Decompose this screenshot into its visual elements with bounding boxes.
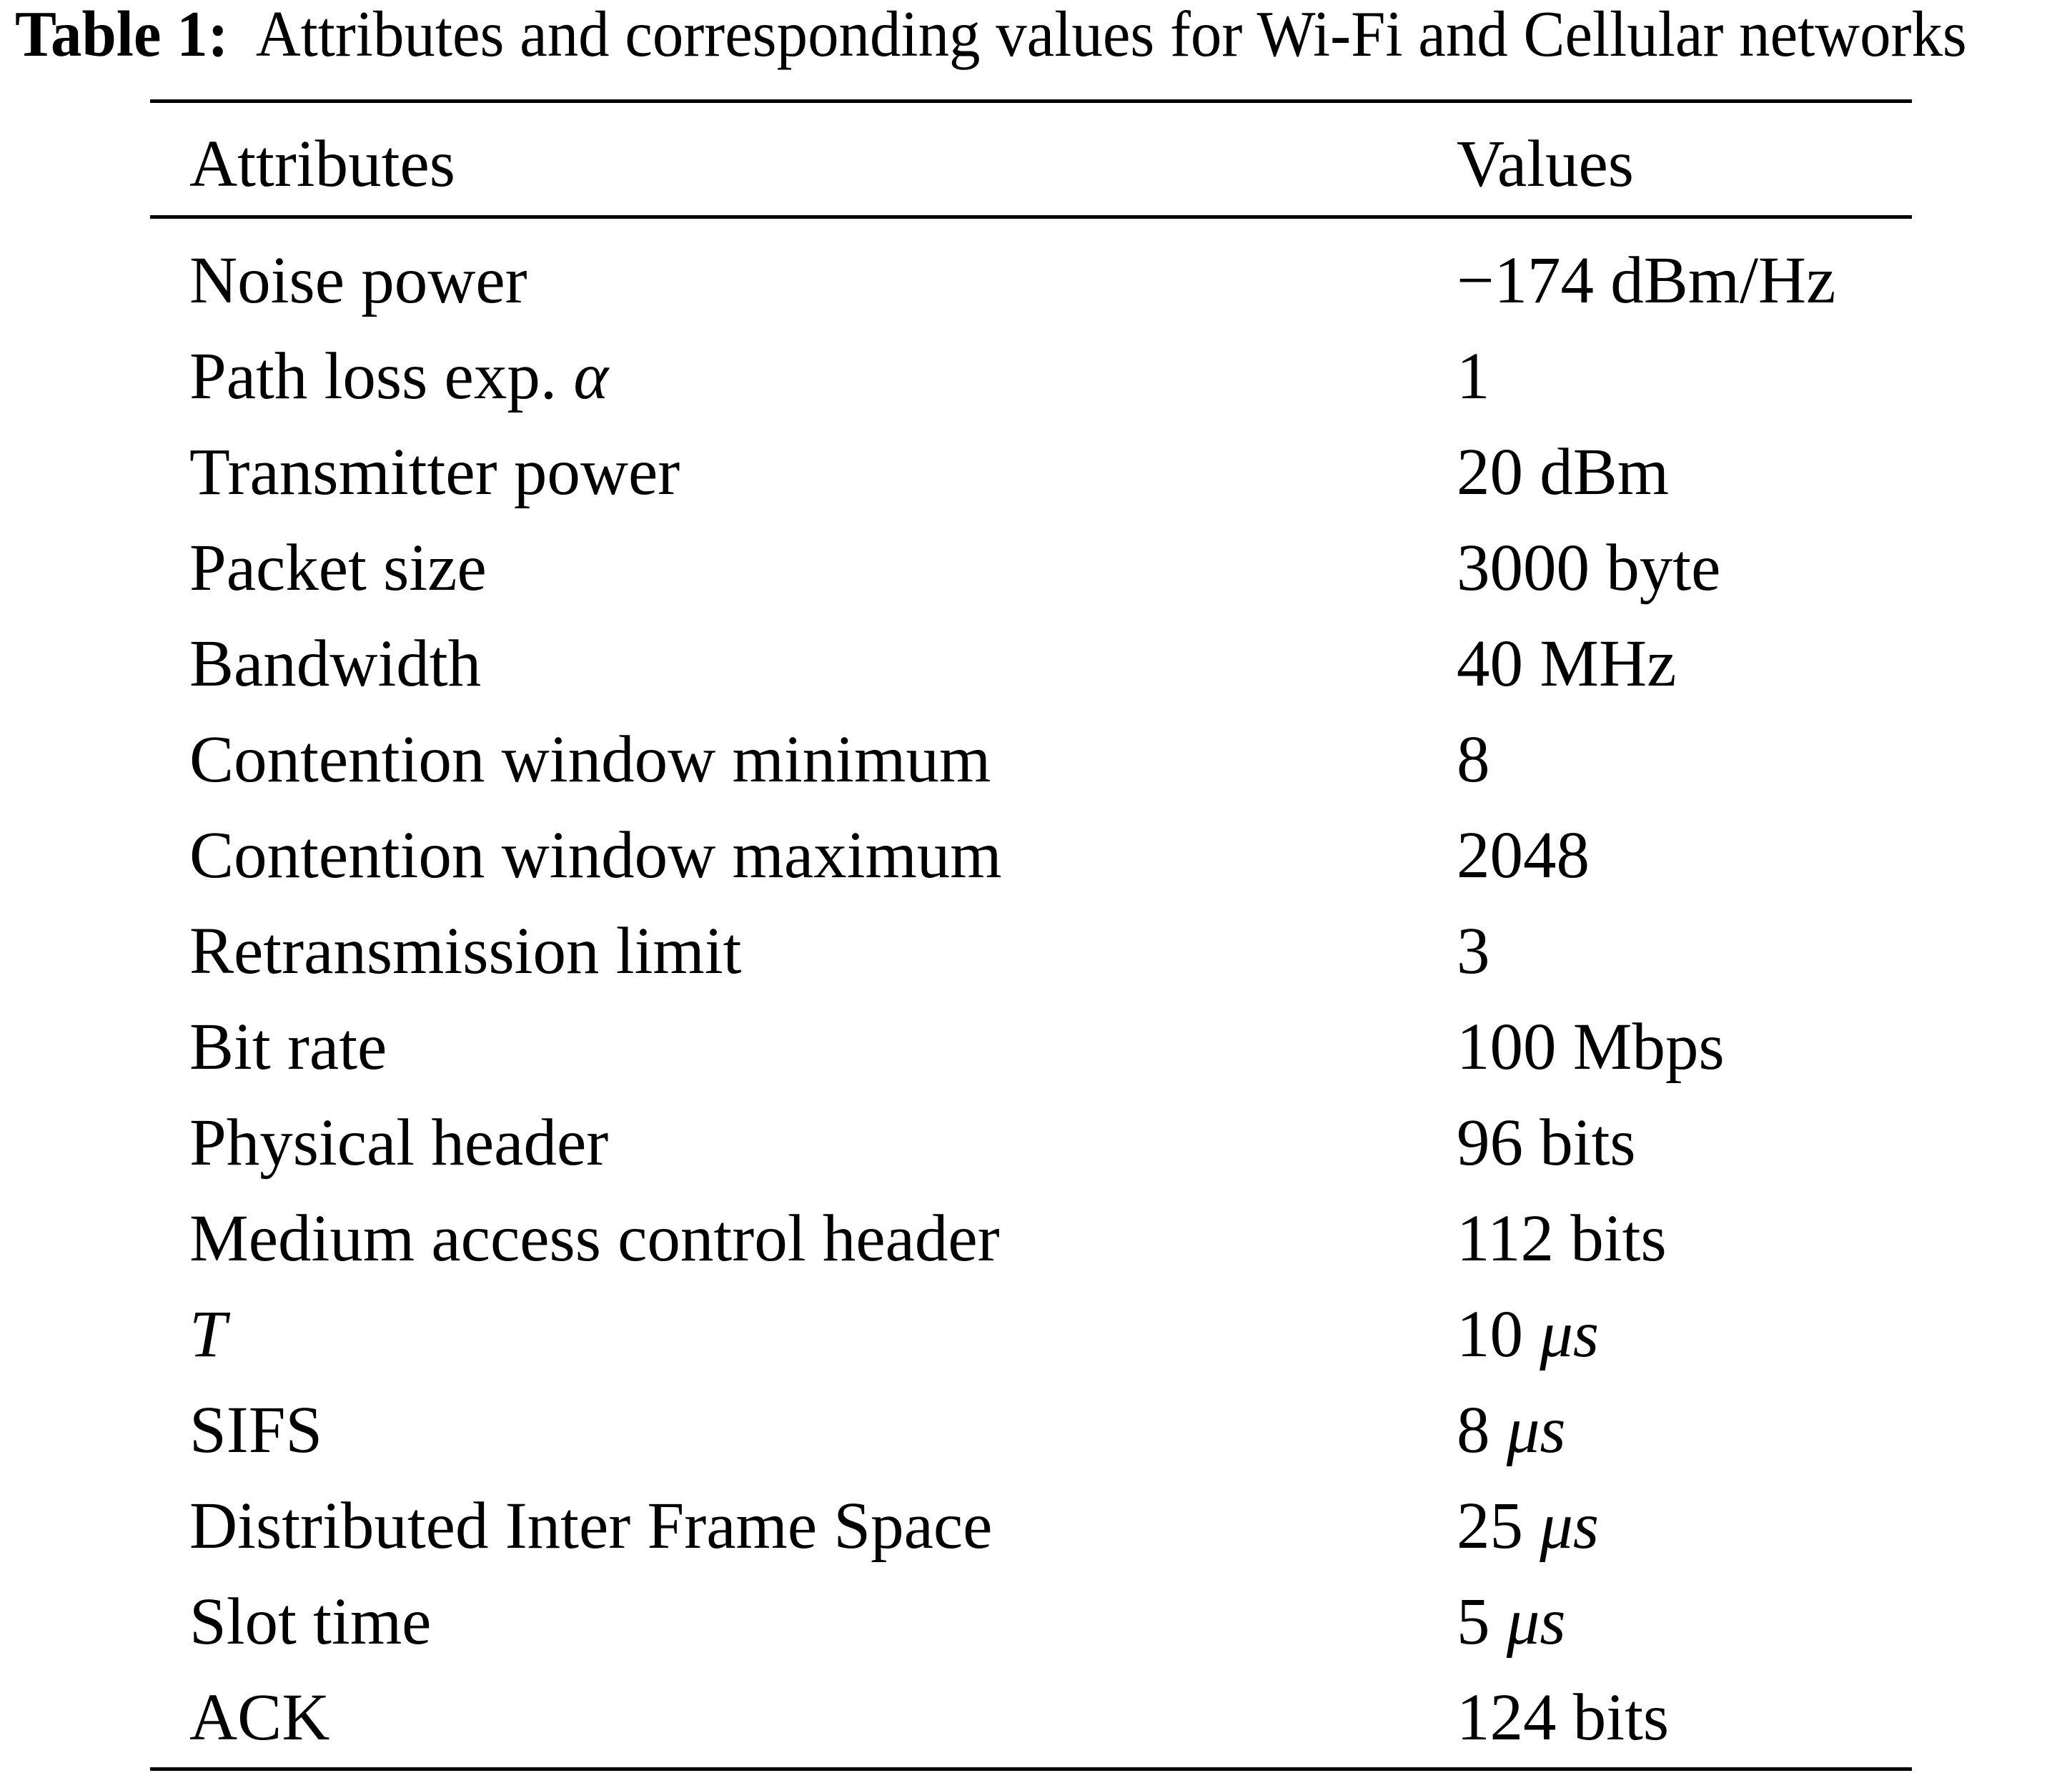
row-4-attribute: Bandwidth — [189, 627, 482, 701]
row-11-value-unit: μs — [1540, 1298, 1600, 1371]
row-4-value: 40 MHz — [1457, 627, 1677, 701]
row-2-value: 20 dBm — [1457, 435, 1670, 509]
row-11-value — [1457, 1298, 1600, 1371]
alpha-symbol: α — [573, 340, 609, 413]
row-14-value-number: 5 — [1457, 1585, 1507, 1659]
row-0-value: −174 dBm/Hz — [1457, 244, 1836, 317]
row-11-value-number: 10 — [1457, 1298, 1540, 1371]
column-header-attributes: Attributes — [189, 127, 455, 201]
t-symbol: T — [189, 1298, 227, 1371]
top-rule — [150, 99, 1912, 103]
row-2-attribute: Transmitter power — [189, 435, 680, 509]
row-14-value — [1457, 1585, 1566, 1659]
column-header-values: Values — [1457, 127, 1634, 201]
row-5-value: 8 — [1457, 723, 1490, 796]
caption-text: Attributes and corresponding values for Wi-Fi and Cellular networks — [255, 0, 1967, 70]
row-9-value: 96 bits — [1457, 1106, 1636, 1180]
row-1-attribute — [189, 340, 609, 413]
row-10-value: 112 bits — [1457, 1202, 1667, 1275]
caption-label: Table 1: — [15, 0, 229, 70]
row-9-attribute: Physical header — [189, 1106, 609, 1180]
row-12-value-number: 8 — [1457, 1393, 1507, 1467]
row-14-attribute: Slot time — [189, 1585, 432, 1659]
row-12-value — [1457, 1393, 1566, 1467]
row-13-value — [1457, 1489, 1600, 1563]
row-0-attribute: Noise power — [189, 244, 527, 317]
row-3-attribute: Packet size — [189, 531, 487, 605]
row-7-value: 3 — [1457, 914, 1490, 988]
row-3-value: 3000 byte — [1457, 531, 1721, 605]
row-15-attribute: ACK — [189, 1681, 330, 1754]
row-11-attribute — [189, 1298, 227, 1371]
row-15-value: 124 bits — [1457, 1681, 1670, 1754]
row-6-attribute: Contention window maximum — [189, 819, 1002, 892]
row-12-attribute: SIFS — [189, 1393, 323, 1467]
row-1-attribute-text: Path loss exp. — [189, 340, 574, 413]
bottom-rule — [150, 1767, 1912, 1771]
row-13-attribute: Distributed Inter Frame Space — [189, 1489, 993, 1563]
row-10-attribute: Medium access control header — [189, 1202, 1000, 1275]
header-rule — [150, 215, 1912, 219]
row-6-value: 2048 — [1457, 819, 1590, 892]
row-13-value-unit: μs — [1540, 1489, 1600, 1563]
row-12-value-unit: μs — [1506, 1393, 1566, 1467]
row-1-value: 1 — [1457, 340, 1490, 413]
row-5-attribute: Contention window minimum — [189, 723, 991, 796]
table-caption — [15, 0, 1967, 69]
row-7-attribute: Retransmission limit — [189, 914, 742, 988]
row-13-value-number: 25 — [1457, 1489, 1540, 1563]
row-8-attribute: Bit rate — [189, 1010, 387, 1084]
row-14-value-unit: μs — [1506, 1585, 1566, 1659]
row-8-value: 100 Mbps — [1457, 1010, 1725, 1084]
